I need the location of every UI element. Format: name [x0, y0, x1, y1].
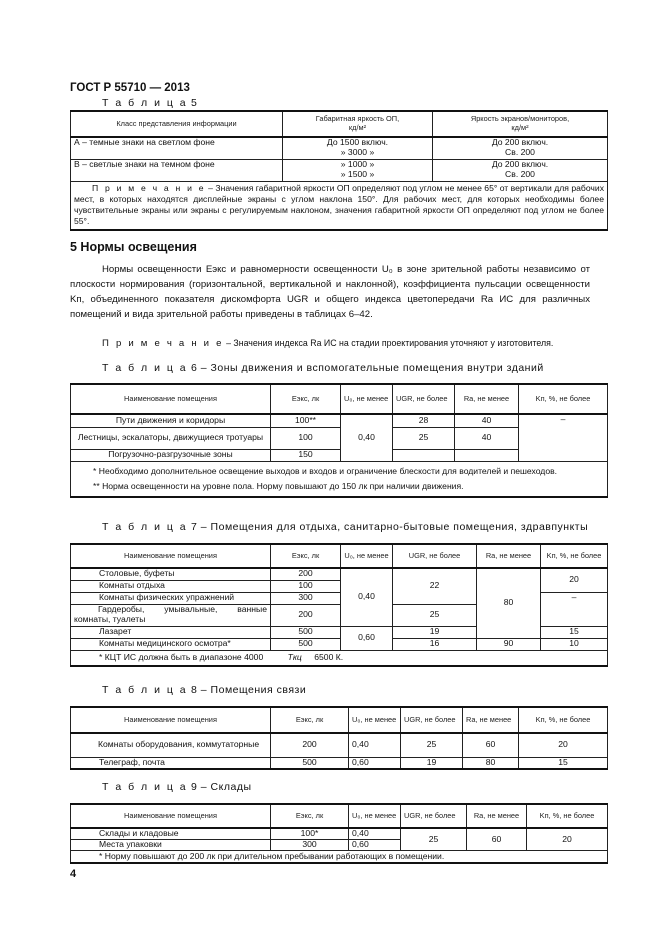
table-row: Столовые, буфеты 200 0,40 22 80 20 — [71, 568, 608, 580]
table-row: Гардеробы, умывальные, ванные комнаты, туалеты 200 25 — [71, 604, 608, 626]
table-row: Лазарет 500 0,60 19 15 — [71, 626, 608, 638]
table6 — [70, 383, 608, 498]
table6-caption: Т а б л и ц а 6 – Зоны движения и вспомогательные помещения внутри зданий — [102, 362, 544, 374]
col-header-ugr: UGR, не более — [393, 384, 455, 414]
table-row: Комнаты физических упражнений 300 – — [71, 592, 608, 604]
table-row: Комнаты оборудования, коммутаторные 200 0,40 25 60 20 — [71, 733, 608, 757]
kp-value: – — [519, 414, 608, 461]
table7: Наименование помещения Eэкс, лк U₀, не менее UGR, не более Ra, не менее Kп, %, не более Столовые, буфеты 200 0,40 22 80 20 Комнаты отдыха 100 Комнаты физических упражнений 300 – Гардеробы, умывальные, ванные комнаты, туалеты 200 25 Лазарет 500 0,60 19 15 Комнаты медицинского осмотра* 500 16 90 10 * КЦТ ИС должна быть в диапазоне 4000 Tкц 6500 К. — [70, 543, 608, 667]
table-row: А – темные знаки на светлом фоне До 1500 включ. » 3000 » До 200 включ. Св. 200 — [71, 137, 608, 159]
table9-note: * Норму повышают до 200 лк при длительном пребывании работающих в помещении. — [71, 850, 608, 863]
section-note: П р и м е ч а н и е – Значения индекса Ra ИС на стадии проектирования уточняют у изготовителя. — [102, 338, 554, 349]
table-row: Пути движения и коридоры 100** 0,40 28 40 – — [71, 414, 608, 427]
table-row: Лестницы, эскалаторы, движущиеся тротуары 100 25 40 — [71, 427, 608, 449]
section-paragraph: Нормы освещенности Eэкс и равномерности освещенности U₀ в зоне зрительной работы независимо от плоскости нормирования (горизонтальной, вертикальной и наклонной), коэффициента пульсации освещенности Kп, объединенного показателя дискомфорта UGR и общего индекса цветопередачи Ra ИС для различных помещений и вида зрительной работы приведены в таблицах 6–42. — [70, 264, 590, 320]
table-row: Телеграф, почта 500 0,60 19 80 15 — [71, 757, 608, 769]
table7-note: * КЦТ ИС должна быть в диапазоне 4000 Tкц 6500 К. — [71, 650, 608, 666]
col-header-brightness: Габаритная яркость ОП, кд/м² — [283, 111, 433, 137]
section-title: 5 Нормы освещения — [70, 240, 197, 254]
col-header-screen: Яркость экранов/мониторов, кд/м² — [433, 111, 608, 137]
table-row: Склады и кладовые 100* 0,40 25 60 20 — [71, 828, 608, 839]
table6-notes: * Необходимо дополнительное освещение выходов и входов и ограничение блескости для водителей и пешеходов. ** Норма освещенности на уровне пола. Норму повышают до 150 лк при наличии движения. — [71, 461, 608, 497]
table-row: Комнаты медицинского осмотра* 500 16 90 10 — [71, 638, 608, 650]
table8: Наименование помещения Eэкс, лк U₀, не менее UGR, не более Ra, не менее Kп, %, не более Комнаты оборудования, коммутаторные 200 0,40 25 60 20 Телеграф, почта 500 0,60 19 80 15 — [70, 706, 608, 770]
table5 — [70, 110, 608, 231]
document-header: ГОСТ Р 55710 — 2013 — [70, 82, 190, 94]
caption-number: 5 — [191, 97, 198, 109]
table-row: Места упаковки 300 0,60 — [71, 839, 608, 850]
page-number: 4 — [70, 868, 77, 880]
u0-value: 0,40 — [341, 414, 393, 461]
col-header-class: Класс представления информации — [71, 111, 283, 137]
table9: Наименование помещения Eэкс, лк U₀, не менее UGR, не более Ra, не менее Kп, %, не более Склады и кладовые 100* 0,40 25 60 20 Места упаковки 300 0,60 * Норму повышают до 200 лк при длительном пребывании работающих в помещении. — [70, 803, 608, 864]
col-header-e: Eэкс, лк — [271, 384, 341, 414]
table7-caption: Т а б л и ц а 7 – Помещения для отдыха, санитарно-бытовые помещения, здравпункты — [102, 521, 589, 533]
table-row: В – светлые знаки на темном фоне » 1000 » » 1500 » До 200 включ. Св. 200 — [71, 159, 608, 181]
col-header-name: Наименование помещения — [71, 384, 271, 414]
table8-caption: Т а б л и ц а 8 – Помещения связи — [102, 684, 307, 696]
table5-caption — [102, 97, 197, 109]
caption-label: Т а б л и ц а — [102, 97, 188, 109]
col-header-ra: Ra, не менее — [455, 384, 519, 414]
col-header-u0: U₀, не менее — [341, 384, 393, 414]
table-row: Погрузочно-разгрузочные зоны 150 — [71, 449, 608, 461]
table9-caption: Т а б л и ц а 9 – Склады — [102, 781, 252, 793]
col-header-kp: Kп, %, не более — [519, 384, 608, 414]
table-row: Комнаты отдыха 100 — [71, 580, 608, 592]
table5-note: П р и м е ч а н и е – Значения габаритной яркости ОП определяют под углом не менее 65° от вертикали для рабочих мест, в которых находятся дисплейные экраны с углом наклона 150°. Для рабочих мест, для которых необходимы более чувствительные экраны или экраны с регулируемым наклоном, значения габаритной яркости ОП определяют под углом не более 55°. — [71, 181, 608, 230]
